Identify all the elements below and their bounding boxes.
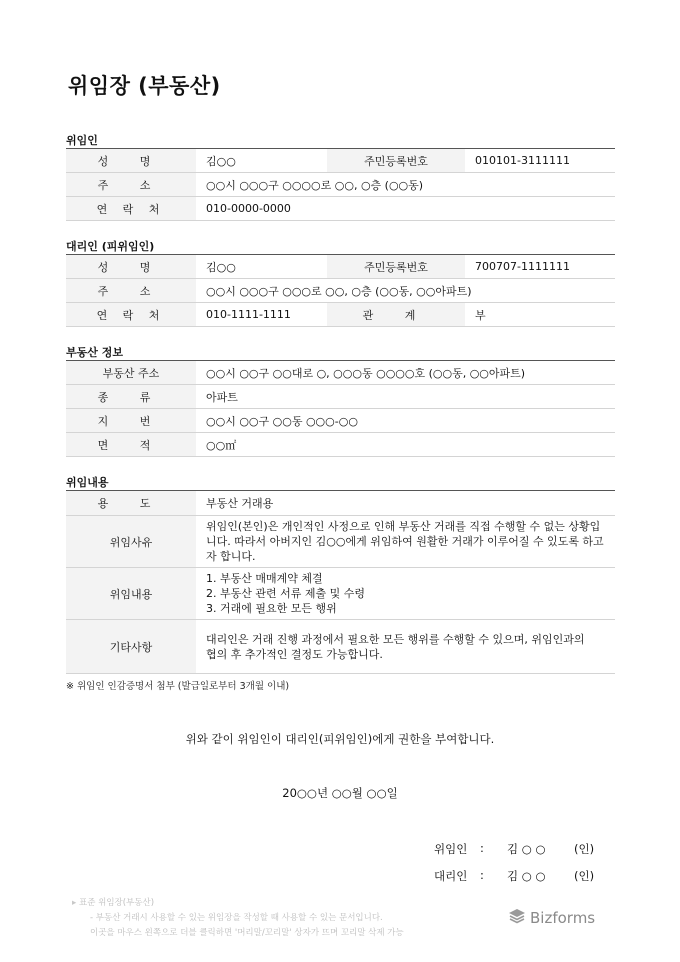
- sign-agent-seal: (인): [574, 869, 595, 883]
- agent-relation-label: 관 계: [327, 303, 465, 327]
- agent-name: 김○○: [196, 255, 327, 279]
- sign-delegator-seal: (인): [574, 842, 595, 856]
- brand-name: Bizforms: [530, 909, 596, 927]
- agent-relation: 부: [465, 303, 615, 327]
- property-address-label: 부동산 주소: [66, 361, 196, 385]
- delegator-phone-label: 연 락 처: [66, 197, 196, 221]
- attachment-note: ※ 위임인 인감증명서 첨부 (발급일로부터 3개월 이내): [66, 681, 290, 692]
- footer-title-text: 표준 위임장(부동산): [78, 898, 155, 908]
- layers-icon: [508, 908, 526, 928]
- property-table: [66, 360, 615, 457]
- agent-address: ○○시 ○○○구 ○○○로 ○○, ○층 (○○동, ○○아파트): [196, 279, 615, 303]
- scope-label: 위임내용: [66, 568, 196, 620]
- sign-agent-name: 김 ○ ○: [507, 869, 546, 883]
- property-area: ○○㎡: [196, 433, 615, 457]
- property-type: 아파트: [196, 385, 615, 409]
- agent-address-label: 주 소: [66, 279, 196, 303]
- property-address: ○○시 ○○구 ○○대로 ○, ○○○동 ○○○○호 (○○동, ○○아파트): [196, 361, 615, 385]
- section-delegator: 위임인: [66, 134, 98, 147]
- delegator-rrn-label: 주민등록번호: [327, 149, 465, 173]
- delegator-name: 김○○: [196, 149, 327, 173]
- section-property: 부동산 정보: [66, 346, 123, 359]
- delegator-phone: 010-0000-0000: [196, 197, 615, 221]
- content-table: [66, 490, 615, 674]
- delegator-address: ○○시 ○○○구 ○○○○로 ○○, ○층 (○○동): [196, 173, 615, 197]
- footer-title: [72, 896, 154, 908]
- etc-value: 대리인은 거래 진행 과정에서 필요한 모든 행위를 수행할 수 있으며, 위임인과의 협의 후 추가적인 결정도 가능합니다.: [196, 620, 615, 674]
- delegator-name-label: 성 명: [66, 149, 196, 173]
- section-agent: 대리인 (피위임인): [66, 240, 155, 253]
- property-lot: ○○시 ○○구 ○○동 ○○○-○○: [196, 409, 615, 433]
- footer-description: - 부동산 거래시 사용할 수 있는 위임장을 작성할 때 사용할 수 있는 문서입니다.: [90, 913, 383, 923]
- agent-table: [66, 254, 615, 327]
- sign-agent-label: 대리인: [434, 869, 468, 883]
- declaration-text: 위와 같이 위임인이 대리인(피위임인)에게 권한을 부여합니다.: [185, 732, 495, 746]
- property-lot-label: 지 번: [66, 409, 196, 433]
- brand-logo: [508, 908, 595, 928]
- reason-value: 위임인(본인)은 개인적인 사정으로 인해 부동산 거래를 직접 수행할 수 없는 상황입니다. 따라서 아버지인 김○○에게 위임하여 원활한 거래가 이루어질 수 있도록 하고자 합니다.: [196, 516, 615, 568]
- purpose-label: 용 도: [66, 491, 196, 516]
- sign-colon: :: [480, 841, 484, 855]
- property-type-label: 종 류: [66, 385, 196, 409]
- scope-item: 1. 부동산 매매계약 체결: [206, 572, 323, 585]
- triangle-icon: ▸: [72, 898, 77, 908]
- sign-delegator-name: 김 ○ ○: [507, 842, 546, 856]
- document-title: 위임장 (부동산): [68, 74, 221, 98]
- agent-rrn: 700707-1111111: [465, 255, 615, 279]
- agent-phone: 010-1111-1111: [196, 303, 327, 327]
- reason-label: 위임사유: [66, 516, 196, 568]
- purpose-value: 부동산 거래용: [196, 491, 615, 516]
- scope-item: 3. 거래에 필요한 모든 행위: [206, 602, 337, 615]
- agent-rrn-label: 주민등록번호: [327, 255, 465, 279]
- etc-label: 기타사항: [66, 620, 196, 674]
- section-content: 위임내용: [66, 476, 109, 489]
- delegator-rrn: 010101-3111111: [465, 149, 615, 173]
- footer-hint: 이곳을 마우스 왼쪽으로 더블 클릭하면 '머리말/꼬리말' 상자가 뜨며 꼬리말 삭제 가능: [90, 928, 404, 938]
- agent-name-label: 성 명: [66, 255, 196, 279]
- property-area-label: 면 적: [66, 433, 196, 457]
- delegator-table: [66, 148, 615, 221]
- sign-colon: :: [480, 868, 484, 882]
- agent-phone-label: 연 락 처: [66, 303, 196, 327]
- scope-item: 2. 부동산 관련 서류 제출 및 수령: [206, 587, 365, 600]
- scope-value: [196, 568, 615, 620]
- delegator-address-label: 주 소: [66, 173, 196, 197]
- document-date: 20○○년 ○○월 ○○일: [282, 786, 398, 800]
- sign-delegator-label: 위임인: [434, 842, 468, 856]
